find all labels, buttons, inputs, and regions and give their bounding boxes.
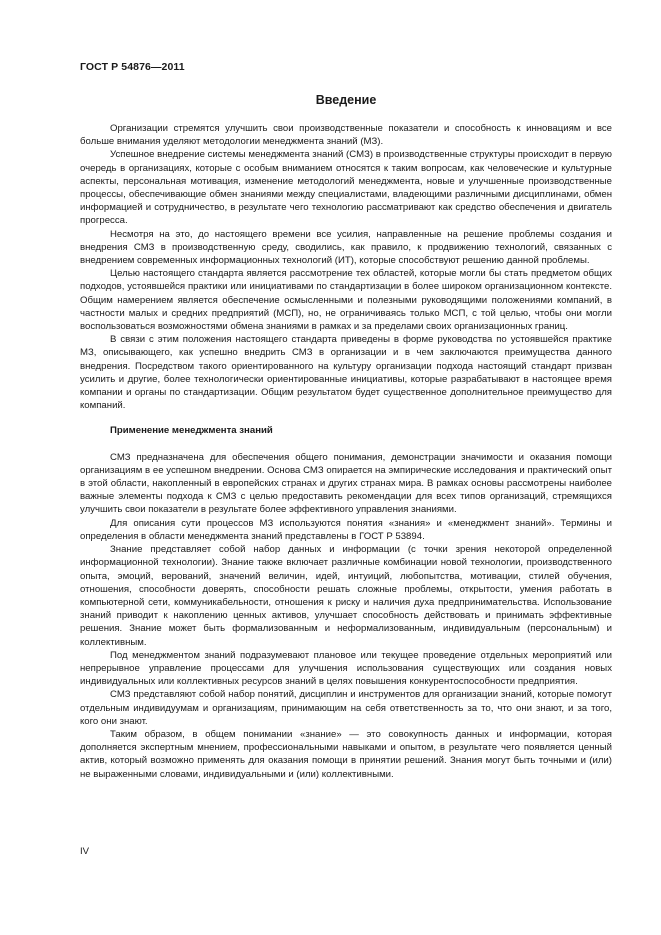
page-title: Введение: [315, 93, 377, 107]
section-paragraph: Знание представляет собой набор данных и информации (с точки зрения некоторой определенной информационной технологии). Знание также включает различные комбинации новой технологии, производственного опыта, эмоций, верований, значений величин, идей, интуиций, любопытства, мотивации, стилей обучения, отношения, способности доверять, способности решать сложные проблемы, открытости, умения работать в компьютерной сети, коммуникабельности, отношения к риску и наличия духа предпринимательства. Использование знаний приводит к накоплению ценных активов, улучшает способность действовать и принимать эффективные решения. Знание может быть формализованным и неформализованным, индивидуальным (персональным) и коллективным.: [80, 544, 612, 648]
section-paragraph: Таким образом, в общем понимании «знание» — это совокупность данных и информации, которая дополняется экспертным мнением, профессиональными навыками и опытом, в результате чего появляется ценный актив, который возможно применять для оказания помощи в принятии решений. Знания могут быть точными и (или) не выраженными словами, индивидуальными и (или) коллективными.: [80, 728, 612, 780]
section-heading: Применение менеджмента знаний: [110, 425, 273, 437]
page-number: IV: [80, 846, 90, 857]
section-paragraph: Для описания сути процессов МЗ используются понятия «знания» и «менеджмент знаний». Термины и определения в области менеджмента знаний представлены в ГОСТ Р 53894.: [80, 517, 612, 542]
document-code: ГОСТ Р 54876—2011: [80, 61, 185, 73]
section-paragraph: Под менеджментом знаний подразумевают плановое или текущее проведение отдельных мероприятий или непрерывное управление процессами для улучшения использования существующих или создания новых индивидуальных или коллективных ресурсов знаний в целях повышения конкурентоспособности предприятия.: [80, 649, 612, 688]
section-paragraph: СМЗ предназначена для обеспечения общего понимания, демонстрации значимости и оказания помощи организациям в ее успешном внедрении. Основа СМЗ опирается на эмпирические исследования и практический опыт в этой области, накопленный в европейских странах и других странах мира. В рамках основы рассмотрены наиболее важные элементы подхода к СМЗ с целью предоставить рекомендации для всех типов организаций, стремящихся улучшить свои показатели в результате более эффективного управления знаниями.: [80, 451, 612, 516]
intro-paragraph: Организации стремятся улучшить свои производственные показатели и способность к инновациям и все больше внимания уделяют методологии менеджмента знаний (МЗ).: [80, 123, 612, 148]
intro-paragraph: В связи с этим положения настоящего стандарта приведены в форме руководства по устоявшейся практике МЗ, описывающего, как успешно внедрить СМЗ в организации и в чем заключаются преимущества данного внедрения. Посредством такого ориентированного на культуру организации подхода настоящий стандарт призван усилить и другие, более технологически ориентированные инициативы, которые разрабатывают в настоящее время компании и органы по стандартизации. Общим результатом будет существенное дополнительное преимущество для компаний.: [80, 334, 612, 412]
intro-paragraph: Целью настоящего стандарта является рассмотрение тех областей, которые могли бы стать предметом общих подходов, устоявшейся практики или инициативами по стандартизации в более широком организационном контексте. Общим намерением является обеспечение осмысленными и полезными руководящими положениями компаний, в частности малых и средних предприятий (МСП), но, не ограничиваясь только МСП, с той целью, чтобы они могли воспользоваться возможностями обмена знаниями в рамках и за пределами своих организационных границ.: [80, 268, 612, 333]
intro-paragraph: Несмотря на это, до настоящего времени все усилия, направленные на решение проблемы создания и внедрения СМЗ в производственную среду, сводились, как правило, к продвижению технологий, связанных с внедрением современных информационных технологий (ИТ), которые способствуют решению данной проблемы.: [80, 228, 612, 267]
section-paragraph: СМЗ представляют собой набор понятий, дисциплин и инструментов для организации знаний, которые помогут отдельным индивидуумам и организациям, принимающим на себя ответственность за то, что они знают, и за того, кого они знают.: [80, 689, 612, 727]
intro-paragraph: Успешное внедрение системы менеджмента знаний (СМЗ) в производственные структуры происходит в первую очередь в организациях, которые с особым вниманием относятся к таким вопросам, как человеческие и культурные аспекты, персональная мотивация, изменение методологий менеджмента, новые и улучшенные производственные процессы, обеспечивающие обмен знаниями между специалистами, владеющими различными дисциплинами, обмен информацией и сотрудничество, в результате чего технологию рассматривают как средство обеспечения и двигатель прогресса.: [80, 149, 612, 227]
body-text: [80, 122, 612, 781]
